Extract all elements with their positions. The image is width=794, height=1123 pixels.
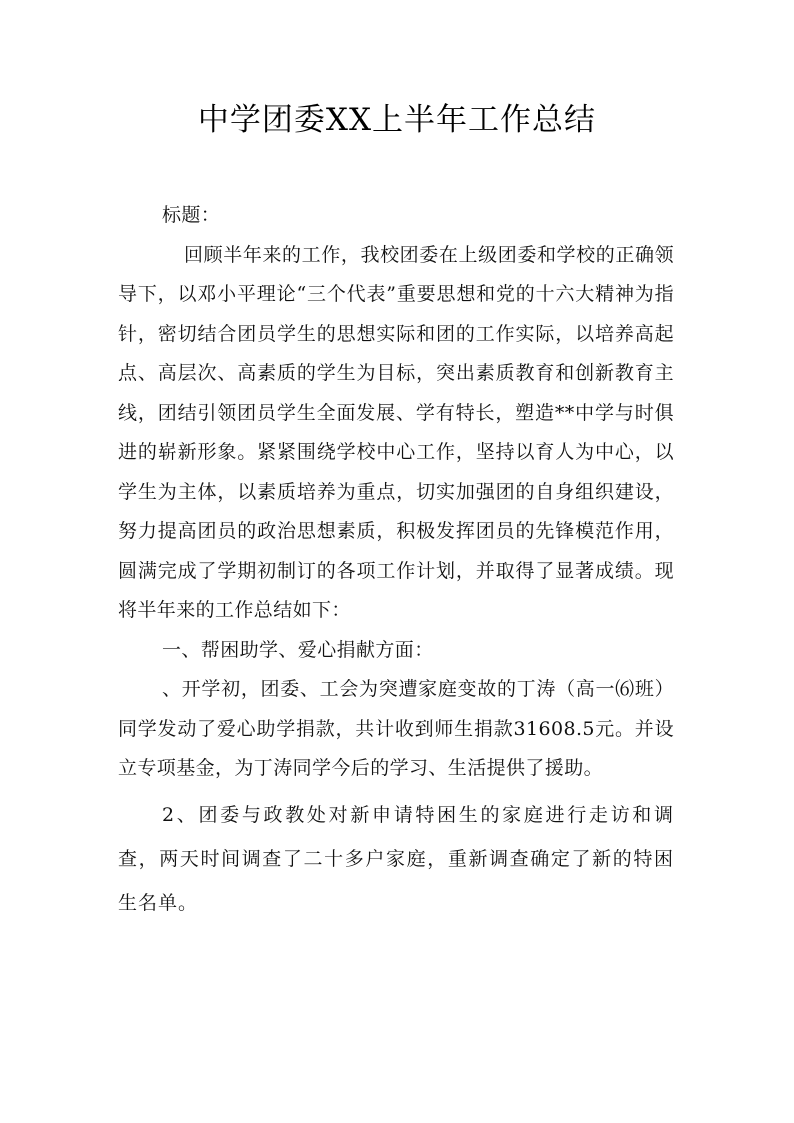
- intro-paragraph: 回顾半年来的工作，我校团委在上级团委和学校的正确领导下，以邓小平理论“三个代表”重要思想和党的十六大精神为指针，密切结合团员学生的思想实际和团的工作实际，以培养高起点、高层次、高素质的学生为目标，突出素质教育和创新教育主线，团结引领团员学生全面发展、学有特长，塑造**中学与时俱进的崭新形象。紧紧围绕学校中心工作，坚持以育人为中心，以学生为主体，以素质培养为重点，切实加强团的自身组织建设，努力提高团员的政治思想素质，积极发挥团员的先锋模范作用，圆满完成了学期初制订的各项工作计划，并取得了显著成绩。现将半年来的工作总结如下：: [118, 243, 674, 621]
- label-line: 标题：: [162, 204, 221, 226]
- document-body: [118, 196, 674, 925]
- item-paragraph-2: 2、团委与政教处对新申请特困生的家庭进行走访和调查，两天时间调查了二十多户家庭，重新调查确定了新的特困生名单。: [118, 803, 674, 914]
- section-heading: 一、帮困助学、爱心捐献方面：: [162, 638, 434, 661]
- document-title: 中学团委XX上半年工作总结: [197, 102, 597, 138]
- item-paragraph-1: 、开学初，团委、工会为突遭家庭变故的丁涛（高一⑹班）同学发动了爱心助学捐款，共计收到师生捐款31608.5元。并设立专项基金，为丁涛同学今后的学习、生活提供了援助。: [118, 678, 674, 779]
